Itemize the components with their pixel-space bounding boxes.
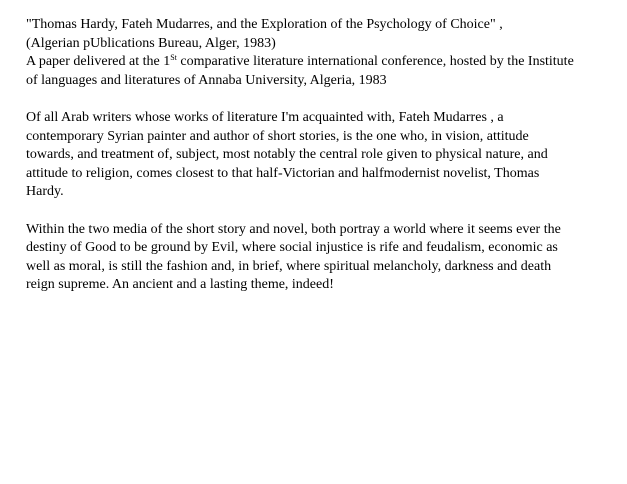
paragraph-1: [26, 109, 616, 202]
paragraph-line: destiny of Good to be ground by Evil, where social injustice is rife and feudalism, economic as: [26, 240, 558, 256]
paragraph-line: Hardy.: [26, 184, 64, 200]
conference-note-suffix: comparative literature international conference, hosted by the Institute: [176, 54, 574, 70]
paragraph-line: contemporary Syrian painter and author of short stories, is the one who, in vision, attitude: [26, 128, 529, 144]
header-block: [26, 16, 616, 90]
paragraph-line: attitude to religion, comes closest to that half-Victorian and halfmodernist novelist, Thomas: [26, 165, 540, 181]
paragraph-line: towards, and treatment of, subject, most notably the central role given to physical nature, and: [26, 147, 548, 163]
conference-note-prefix: A paper delivered at the 1: [26, 54, 171, 70]
paragraph-line: Within the two media of the short story and novel, both portray a world where it seems ever the: [26, 221, 561, 237]
publisher-line: (Algerian pUblications Bureau, Alger, 1983): [26, 35, 276, 51]
paragraph-line: well as moral, is still the fashion and, in brief, where spiritual melancholy, darkness and death: [26, 258, 552, 274]
paragraph-line: reign supreme. An ancient and a lasting theme, indeed!: [26, 277, 334, 293]
ordinal-superscript: St: [170, 53, 177, 63]
document-title: "Thomas Hardy, Fateh Mudarres, and the Exploration of the Psychology of Choice" ,: [26, 17, 503, 32]
conference-note-line-2: of languages and literatures of Annaba University, Algeria, 1983: [26, 72, 387, 88]
conference-note-line-1: [26, 53, 616, 72]
document-body: [26, 16, 616, 295]
paragraph-2: [26, 221, 616, 295]
paragraph-line: Of all Arab writers whose works of literature I'm acquainted with, Fateh Mudarres , a: [26, 109, 504, 125]
